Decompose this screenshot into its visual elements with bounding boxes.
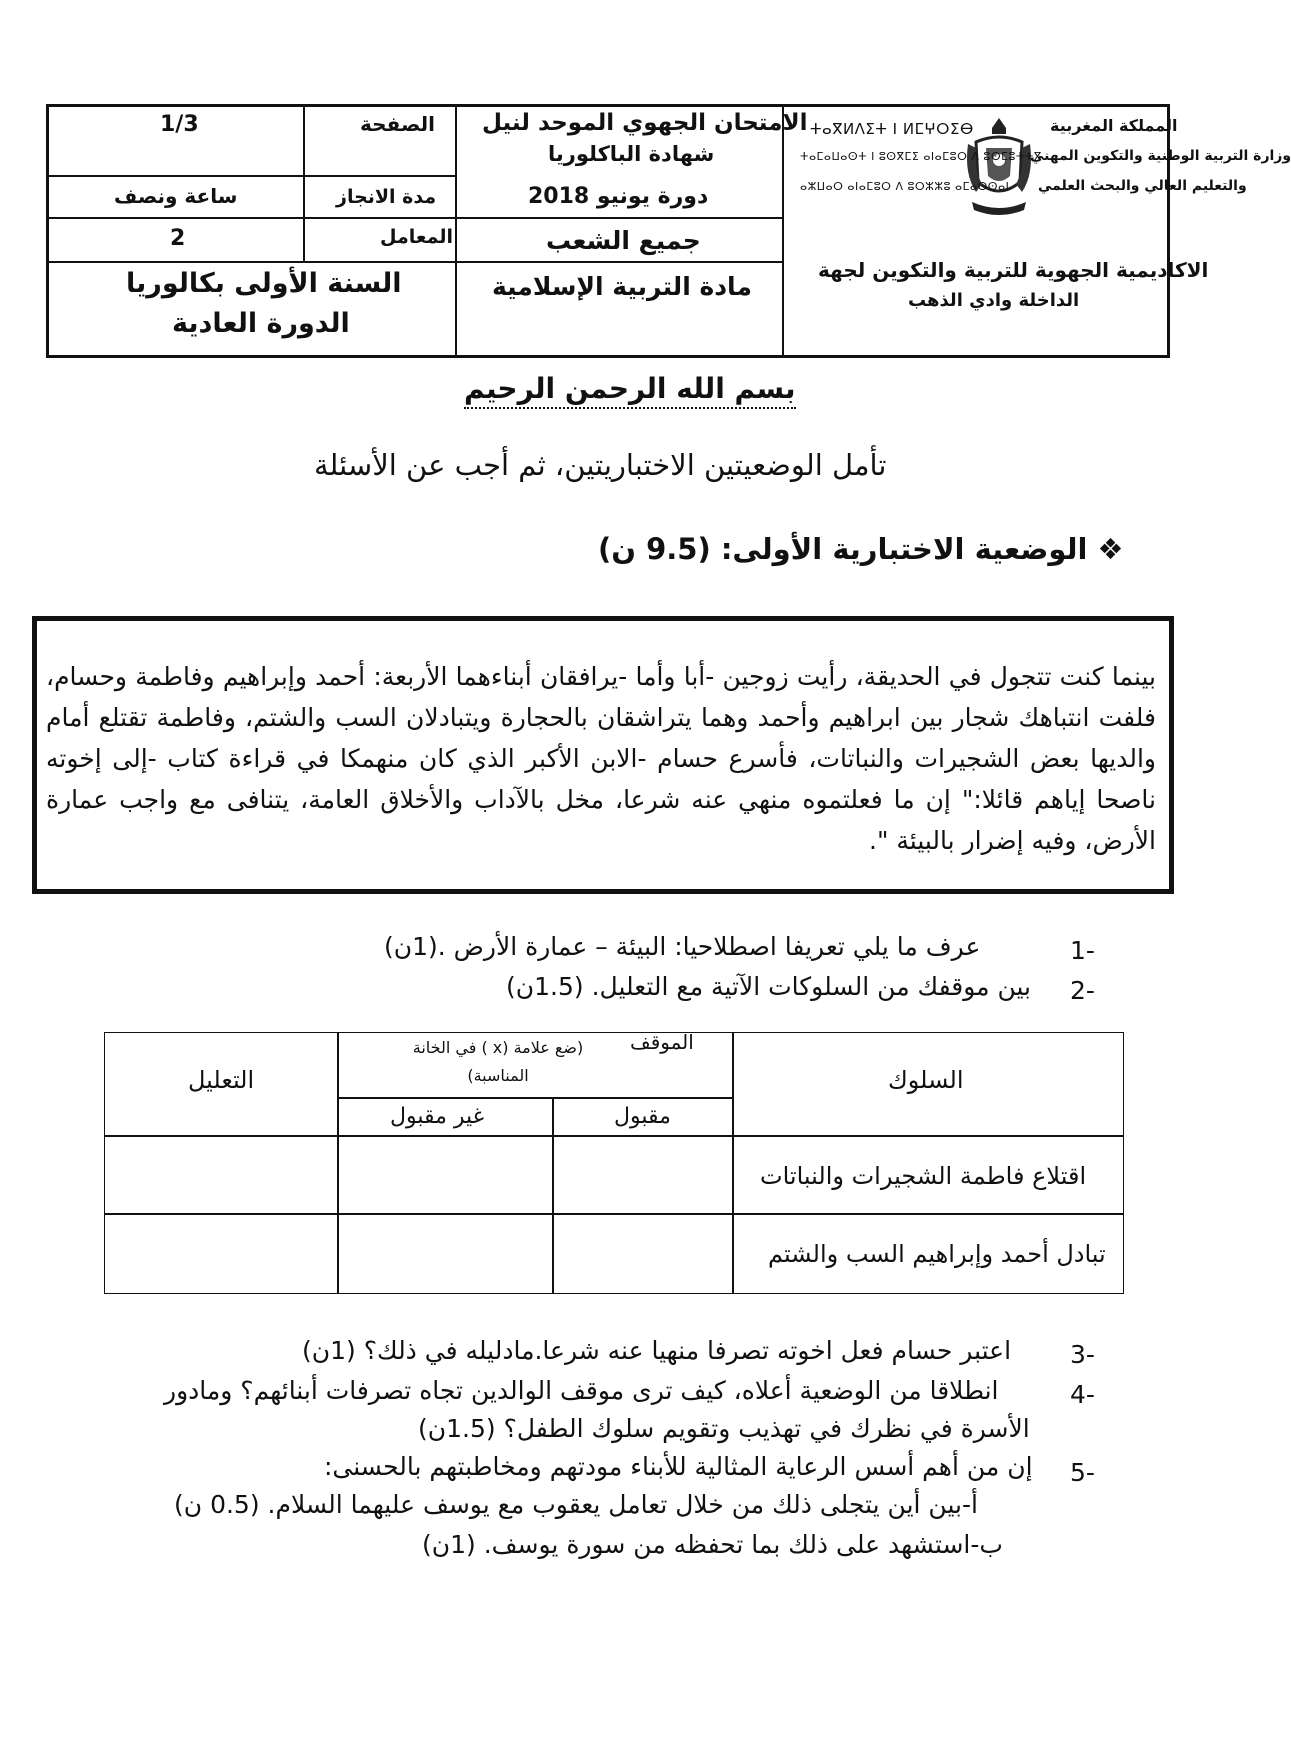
exam-session: دورة يونيو 2018 [528, 184, 709, 209]
ministry-name: وزارة التربية الوطنية والتكوين المهني [1030, 148, 1291, 164]
header-divider [49, 217, 782, 219]
coefficient-label: المعامل [380, 226, 453, 248]
duration-label: مدة الانجاز [336, 186, 437, 208]
header-divider [455, 107, 457, 355]
question-2: بين موقفك من السلوكات الآتية مع التعليل. (1.5ن) [506, 972, 1031, 1001]
tifinagh-kingdom: ⵜⴰⴳⵍⴷⵉⵜ ⵏ ⵍⵎⵖⵔⵉⴱ [810, 120, 974, 138]
question-number: 3- [1070, 1340, 1095, 1369]
instruction: تأمل الوضعيتين الاختباريتين، ثم أجب عن الأسئلة [314, 448, 887, 482]
duration-value: ساعة ونصف [114, 184, 238, 208]
question-number: 5- [1070, 1458, 1095, 1487]
kingdom-name: المملكة المغربية [1050, 116, 1178, 135]
header-divider [49, 175, 455, 177]
column-position: الموقف [630, 1030, 694, 1054]
coefficient-value: 2 [170, 226, 186, 251]
page-number: 1/3 [160, 112, 199, 137]
section-title: ❖ الوضعية الاختبارية الأولى: (9.5 ن) [598, 532, 1124, 566]
tifinagh-ministry-line2: ⴰⵣⵡⴰⵔ ⴰⵏⴰⵎⵓⵔ ⴷ ⵓⵔⵣⵣⵓ ⴰⵎⴰⵙⵙⴰⵏ [800, 180, 1010, 193]
header-divider [782, 107, 784, 355]
academy-region: الداخلة وادي الذهب [908, 290, 1080, 311]
question-5a: أ-بين أين يتجلى ذلك من خلال تعامل يعقوب مع يوسف عليهما السلام. (0.5 ن) [174, 1490, 978, 1519]
header-divider [49, 261, 782, 263]
exam-level: السنة الأولى بكالوريا [126, 268, 402, 299]
question-number: 4- [1070, 1380, 1095, 1409]
tifinagh-ministry: ⵜⴰⵎⴰⵡⴰⵙⵜ ⵏ ⵓⵙⴳⵎⵉ ⴰⵏⴰⵎⵓⵔ ⴷ ⵓⵙⵎⵓⵜⵜⴳ [800, 150, 1042, 163]
exam-title: الامتحان الجهوي الموحد لنيل [482, 110, 808, 136]
basmala: بسم الله الرحمن الرحيم [464, 372, 796, 409]
exam-certificate: شهادة الباكلوريا [548, 142, 715, 166]
exam-subject: مادة التربية الإسلامية [492, 272, 752, 301]
behavior-row-1: اقتلاع فاطمة الشجيرات والنباتات [760, 1162, 1087, 1190]
question-number: 2- [1070, 976, 1095, 1005]
column-accepted: مقبول [614, 1104, 671, 1129]
question-4-continued: الأسرة في نظرك في تهذيب وتقويم سلوك الطفل؟ (1.5ن) [418, 1414, 1030, 1443]
column-behavior: السلوك [888, 1066, 964, 1094]
exam-branches: جميع الشعب [546, 226, 701, 255]
page-label: الصفحة [360, 112, 436, 136]
question-4: انطلاقا من الوضعية أعلاه، كيف ترى موقف الوالدين تجاه تصرفات أبنائهم؟ ومادور [164, 1376, 999, 1405]
exam-round: الدورة العادية [172, 308, 350, 339]
question-1: عرف ما يلي تعريفا اصطلاحيا: البيئة – عمارة الأرض .(1ن) [384, 932, 981, 961]
academy-name: الاكاديمية الجهوية للتربية والتكوين لجهة [818, 258, 1209, 282]
scenario-text: بينما كنت تتجول في الحديقة، رأيت زوجين -أبا وأما -يرافقان أبناءهما الأربعة: أحمد وإبراهيم وفاطمة وحسام، فلفت انتباهك شجار بين ابراهيم وأحمد وهما يتراشقان بالحجارة ويتبادلان السب والشتم، وفاطمة تقتلع أمام والديها بعض الشجيرات والنباتات، فأسرع حسام -الابن الأكبر الذي كان منهمكا في قراءة كتاب -إلى إخوته ناصحا إياهم قائلا:" إن ما فعلتموه منهي عنه شرعا، مخل بالآداب والأخلاق العامة، يتنافى مع واجب عمارة الأرض، وفيه إضرار بالبيئة ". [46, 662, 1156, 855]
question-number: 1- [1070, 936, 1095, 965]
question-3: اعتبر حسام فعل اخوته تصرفا منهيا عنه شرعا.مادليله في ذلك؟ (1ن) [302, 1336, 1012, 1365]
question-5: إن من أهم أسس الرعاية المثالية للأبناء مودتهم ومخاطبتهم بالحسنى: [324, 1452, 1033, 1481]
column-position-note: (ضع علامة (x ) في الخانة المناسبة) [412, 1038, 584, 1085]
behavior-row-2: تبادل أحمد وإبراهيم السب والشتم [768, 1240, 1106, 1268]
question-5b: ب-استشهد على ذلك بما تحفظه من سورة يوسف. (1ن) [422, 1530, 1003, 1559]
header-divider [303, 107, 305, 261]
ministry-name-line2: والتعليم العالي والبحث العلمي [1038, 178, 1247, 194]
column-justification: التعليل [188, 1066, 255, 1094]
column-not-accepted: غير مقبول [390, 1104, 485, 1129]
